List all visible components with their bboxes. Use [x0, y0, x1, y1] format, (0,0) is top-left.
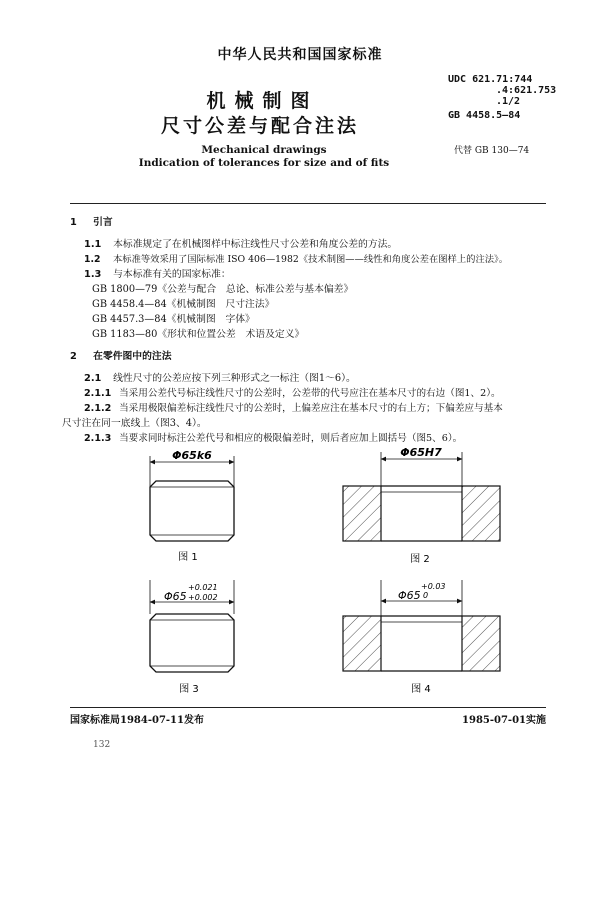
title-line-2: 尺寸公差与配合注法 — [160, 115, 359, 137]
clause-2-1-1 — [84, 387, 501, 401]
clause-text: 本标准等效采用了国际标准 ISO 406—1982《技术制图——线性和角度公差在图样上的注法》。 — [112, 254, 508, 265]
replaces-note: 代替 GB 130—74 — [454, 146, 530, 156]
hatched-section-right — [462, 486, 500, 541]
clause-number: 1.3 — [84, 269, 102, 280]
udc-line-3: .1/2 — [496, 96, 521, 107]
clause-text: 当要求同时标注公差代号和相应的极限偏差时，则后者应加上圆括号（图5、6）。 — [119, 433, 463, 444]
clause-1-2 — [84, 253, 508, 267]
reference-standard: GB 1800—79《公差与配合 总论、标准公差与基本偏差》 — [92, 284, 354, 295]
figure-caption: 图 3 — [179, 684, 199, 695]
reference-standard: GB 1183—80《形状和位置公差 术语及定义》 — [92, 329, 305, 340]
national-standard-heading: 中华人民共和国国家标准 — [217, 47, 383, 63]
clause-1-3 — [84, 268, 231, 282]
clause-number: 1.1 — [84, 239, 102, 250]
clause-text: 本标准规定了在机械图样中标注线性尺寸公差和角度公差的方法。 — [113, 239, 398, 250]
figure-caption: 图 4 — [411, 684, 431, 695]
footer-divider — [70, 707, 546, 708]
clause-2-1-2 — [84, 402, 503, 416]
clause-number: 2.1.2 — [84, 403, 112, 414]
reference-standard: GB 4458.4—84《机械制图 尺寸注法》 — [92, 299, 275, 310]
clause-number: 1.2 — [84, 254, 101, 265]
header-divider — [70, 203, 546, 204]
clause-text: 当采用公差代号标注线性尺寸的公差时，公差带的代号应注在基本尺寸的右边（图1、2）。 — [119, 388, 501, 399]
section-number: 2 — [70, 351, 77, 362]
clause-text: 与本标准有关的国家标准： — [113, 269, 231, 280]
hatched-section-left — [343, 486, 381, 541]
english-title-line-2: Indication of tolerances for size and of fits — [138, 157, 390, 169]
section-number: 1 — [70, 217, 77, 228]
clause-2-1 — [84, 372, 356, 386]
udc-line-2: .4:621.753 — [496, 85, 557, 96]
udc-classification — [448, 74, 556, 107]
title-line-1: 机械制图 — [206, 90, 319, 112]
dimension-text: Φ65H7 — [400, 446, 442, 459]
clause-number: 2.1.3 — [84, 433, 112, 444]
clause-2-1-2-continuation: 尺寸注在同一底线上（图3、4）。 — [62, 418, 207, 429]
effective-date: 1985-07-01实施 — [462, 715, 546, 726]
hatched-section-right — [462, 616, 500, 671]
figure-caption: 图 2 — [410, 554, 430, 565]
figure-4 — [343, 580, 500, 695]
page-number: 132 — [93, 740, 111, 750]
clause-number: 2.1.1 — [84, 388, 112, 399]
upper-deviation-text: +0.03 — [421, 582, 446, 591]
section-1-heading — [70, 216, 113, 230]
english-title-line-1: Mechanical drawings — [201, 144, 327, 156]
clause-number: 2.1 — [84, 373, 102, 384]
section-title: 在零件图中的注法 — [93, 351, 172, 362]
lower-deviation-text: +0.002 — [188, 593, 218, 602]
udc-line-1: UDC 621.71:744 — [448, 74, 533, 85]
lower-deviation-text: 0 — [423, 591, 429, 600]
reference-standard: GB 4457.3—84《机械制图 字体》 — [92, 314, 255, 325]
issue-date: 国家标准局1984-07-11发布 — [70, 715, 204, 726]
shaft-outline — [150, 481, 234, 541]
basic-size-text: Φ65 — [398, 589, 421, 602]
figure-caption: 图 1 — [178, 552, 198, 563]
shaft-outline — [150, 614, 234, 672]
section-2-heading — [70, 350, 172, 364]
figure-2 — [343, 446, 500, 565]
basic-size-text: Φ65 — [164, 590, 187, 603]
figure-3 — [150, 580, 234, 695]
hatched-section-left — [343, 616, 381, 671]
clause-text: 线性尺寸的公差应按下列三种形式之一标注（图1～6）。 — [113, 373, 356, 384]
gb-number: GB 4458.5—84 — [448, 110, 521, 121]
clause-text: 当采用极限偏差标注线性尺寸的公差时，上偏差应注在基本尺寸的右上方；下偏差应与基本 — [119, 403, 503, 414]
dimension-text: Φ65k6 — [172, 449, 212, 462]
upper-deviation-text: +0.021 — [188, 583, 218, 592]
section-title: 引言 — [93, 217, 113, 228]
figures-area — [0, 440, 600, 710]
clause-1-1 — [84, 238, 397, 252]
figure-1 — [150, 449, 234, 563]
